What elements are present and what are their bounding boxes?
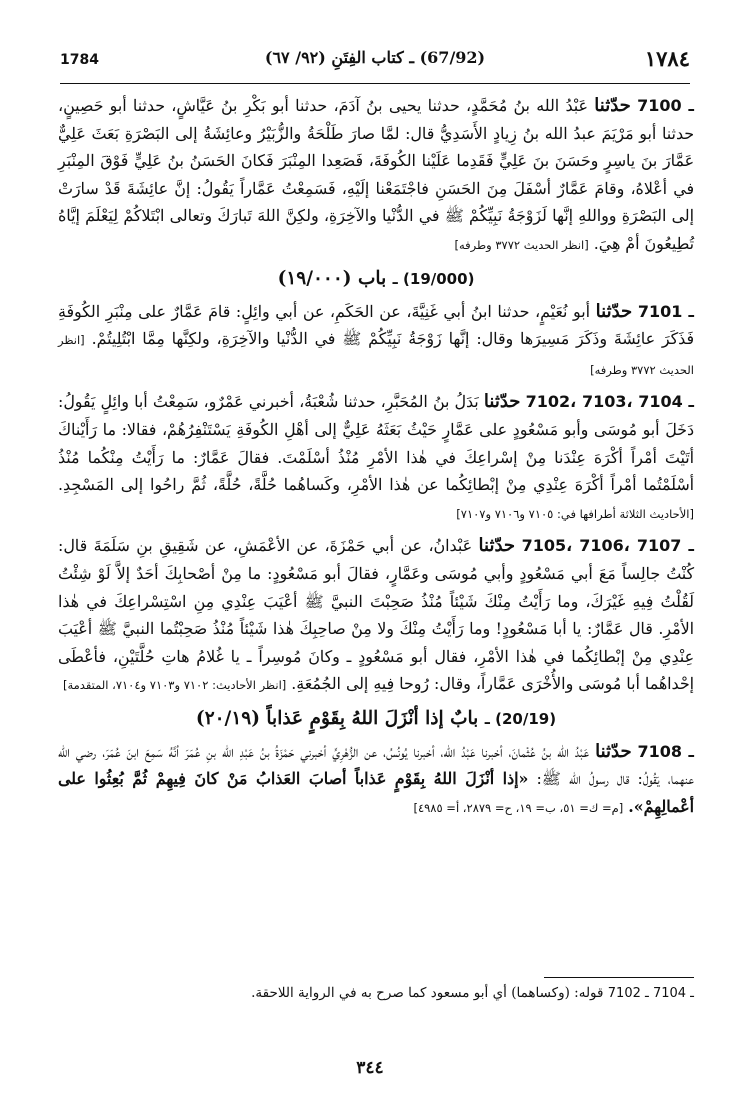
hadith-text: عَبْدانُ، عن أبي حَمْزَةَ، عن الأعْمَشِ، عن شَقِيقِ بنِ سَلَمَةَ قال: كُنْتُ جالِساً مَعَ أبي مَسْعُودٍ وأبي مُوسَى وعَمَّارٍ، فقالَ أبو مَسْعُودٍ: ما مِنْ أصْحابِكَ أحَدٌ إلاَّ لَوْ شِئْتُ لَقُلْتُ فِيهِ غَيْرَكَ، وما رَأَيْتُ مِنْكَ شَيْئاً مُنْذُ صَحِبْتَ النبيَّ ﷺ أعْيَبَ عِنْدِي مِنِ اسْتِسْراعِكَ في هٰذا الأمْرِ. قال عَمَّارٌ: يا أبا مَسْعُودٍ! وما رَأَيْتُ مِنْكَ ولا مِنْ صاحِبِكَ هٰذا شَيْئاً مُنْذُ صَحِبْتُما النبيَّ ﷺ أعْيَبَ عِنْدِي مِنْ إبْطائِكُما في هٰذا الأمْرِ، فقال أبو مَسْعُودٍ ـ وكانَ مُوسِراً ـ يا غُلامُ هاتِ حُلَّتَيْنِ، فأعْطَى إحْداهُما أبا مُوسَى والأُخْرَى عَمَّاراً، وقال: رُوحا فِيهِ إلى الجُمُعَةِ.	[58, 536, 694, 694]
hadith-number: 7105، 7106، 7107 ـ	[521, 536, 694, 556]
footnote	[54, 985, 694, 1001]
cross-reference: [الأحاديث الثلاثة أطرافها في: ٧١٠٥ و٧١٠٦ و٧١٠٧]	[456, 506, 694, 521]
page-body	[58, 92, 694, 827]
chapter-title: بابٌ إذا أنْزَلَ اللهُ بِقَوْمٍ عَذاباً	[266, 707, 479, 729]
chapter-heading-19	[58, 264, 694, 294]
haddatha-mark: حدّثنا	[483, 391, 521, 413]
footnote-text: أي أبو مسعود كما صرح به في الرواية اللاحقة.	[251, 985, 507, 1001]
cross-reference: [انظر الأحاديث: ٧١٠٢ و٧١٠٣ و٧١٠٤، المتقدمة]	[62, 678, 287, 693]
page-number-latin: 1784	[60, 52, 99, 68]
chapter-title: باب	[358, 267, 387, 289]
running-title: (67/92) ـ كتاب الفِتَنِ (٩٢/ ٦٧)	[264, 48, 486, 67]
footnote-separator	[544, 977, 694, 978]
chapter-number-arabic: (١٩/٠٠٠)	[277, 267, 352, 289]
prophetic-quote: «إذا أنْزَلَ اللهُ بِقَوْمٍ عَذاباً أصابَ العَذابُ مَنْ كانَ فِيهِمْ ثُمَّ بُعِثُوا على أعْمالِهِمْ».	[58, 769, 694, 817]
hadith-7105	[58, 532, 694, 700]
haddatha-mark: حدّثنا	[595, 740, 632, 762]
haddatha-mark: حدّثنا	[478, 535, 516, 557]
hadith-number: 7101 ـ	[637, 301, 694, 321]
hadith-number: 7100 ـ	[637, 96, 695, 115]
haddatha-mark: حدّثنا	[594, 95, 631, 116]
hadith-text: عَبْدُ الله بنُ عُثْمانَ، أخبرنا عَبْدُ الله، أخبرنا يُونُسُ، عن الزُّهْرِيِّ أخبرني حَمْزَةُ بنُ عَبْدِ الله بنِ عُمَرَ أنَّهُ سَمِعَ ابنَ عُمَرَ، رضي الله عنهما، يَقُولُ: قال رسولُ الله ﷺ:	[58, 741, 695, 789]
page-number-arabic: ١٧٨٤	[644, 46, 690, 71]
hadith-number: 7108 ـ	[637, 741, 695, 761]
cross-reference: [م= ك= ٥١، ب= ١٩، ح= ٢٨٧٩، أ= ٤٩٨٥]	[413, 801, 624, 816]
page-header	[60, 40, 690, 84]
chapter-heading-20	[58, 704, 694, 734]
cross-reference: [انظر الحديث ٣٧٧٢ وطرفه]	[58, 333, 694, 377]
chapter-number-latin: (20/19) ـ	[484, 709, 557, 728]
hadith-text: عَبْدُ الله بنُ مُحَمَّدٍ، حدثنا يحيى بنُ آدَمَ، حدثنا أبو بَكْرِ بنُ عَيَّاشٍ، حدثنا أبو حَصِينٍ، حدثنا أبو مَرْيَمَ عبدُ الله بنُ زِيادٍ الأَسَدِيُّ قال: لمَّا صارَ طَلْحَةُ والزُّبَيْرُ وعائِشَةُ إلى البَصْرَةِ بَعَثَ عَلِيٌّ عَمَّارَ بنَ ياسِرٍ وحَسَنَ بنَ عَلِيٍّ فَقَدِما عَلَيْنا الكُوفَةَ، فَصَعِدا المِنْبَرَ فَكانَ الحَسَنُ بنُ عَلِيٍّ فَوْقَ المِنْبَرِ في أعْلاهُ، وقامَ عَمَّارٌ أسْفَلَ مِنَ الحَسَنِ فاجْتَمَعْنا إلَيْهِ، فَسَمِعْتُ عَمَّاراً يَقُولُ: إنَّ عائِشَةَ قَدْ سارَتْ إلى البَصْرَةِ وواللهِ إنَّها لَزَوْجَةُ نَبِيِّكُمْ ﷺ في الدُّنْيا والآخِرَةِ، ولكِنَّ اللهَ تَبارَكَ وتعالى ابْتَلاكُمْ لِيَعْلَمَ إيَّاهُ تُطِيعُونَ أمْ هِيَ.	[58, 96, 694, 253]
cross-reference: [انظر الحديث ٣٧٧٢ وطرفه]	[454, 237, 589, 252]
hadith-7101	[58, 298, 694, 385]
chapter-number-latin: (19/000) ـ	[392, 269, 475, 288]
hadith-7100	[58, 92, 694, 260]
footnote-label: قوله: (وكساهما)	[511, 985, 604, 1001]
hadith-7102	[58, 388, 694, 528]
chapter-number-arabic: (٢٠/١٩)	[195, 707, 260, 729]
header-rule	[60, 83, 690, 84]
haddatha-mark: حدّثنا	[595, 300, 633, 322]
footnote-number: 7102 ـ 7104 ـ	[607, 986, 694, 1001]
page-footer-number: ٣٤٤	[356, 1058, 384, 1078]
hadith-7108	[58, 738, 694, 823]
hadith-number: 7102، 7103، 7104 ـ	[525, 392, 695, 412]
hadith-text: أبو نُعَيْمٍ، حدثنا ابنُ أبي غَنِيَّةَ، عن الحَكَمِ، عن أبي وائِلٍ: قامَ عَمَّارٌ على مِنْبَرِ الكُوفَةِ فَذَكَرَ عائِشَةَ وذَكَرَ مَسِيرَها وقال: إنَّها زَوْجَةُ نَبِيِّكُمْ ﷺ في الدُّنْيا والآخِرَةِ، ولكِنَّها مِمَّا ابْتُلِيتُمْ.	[58, 301, 694, 349]
hadith-text: بَدَلُ بنُ المُحَبَّرِ، حدثنا شُعْبَةُ، أخبرني عَمْرٌو، سَمِعْتُ أبا وائِلٍ يَقُولُ: دَخَلَ أبو مُوسَى وأبو مَسْعُودٍ على عَمَّارٍ حَيْثُ بَعَثَهُ عَلِيٌّ إلى أهْلِ الكُوفَةِ يَسْتَنْفِرُهُمْ، فقالا: ما رَأَيْناكَ أتَيْتَ أمْراً أكْرَهَ عِنْدَنا مِنْ إسْراعِكَ في هٰذا الأمْرِ مُنْذُ أسْلَمْتَ. فقالَ عَمَّارٌ: ما رَأَيْتُ مِنْكُما مُنْذُ أسْلَمْتُما أمْراً أكْرَهَ عِنْدِي مِنْ إبْطائِكُما عن هٰذا الأمْرِ، وكَساهُما حُلَّةً، حُلَّةً، ثُمَّ راحُوا إلى المَسْجِدِ.	[58, 392, 694, 495]
